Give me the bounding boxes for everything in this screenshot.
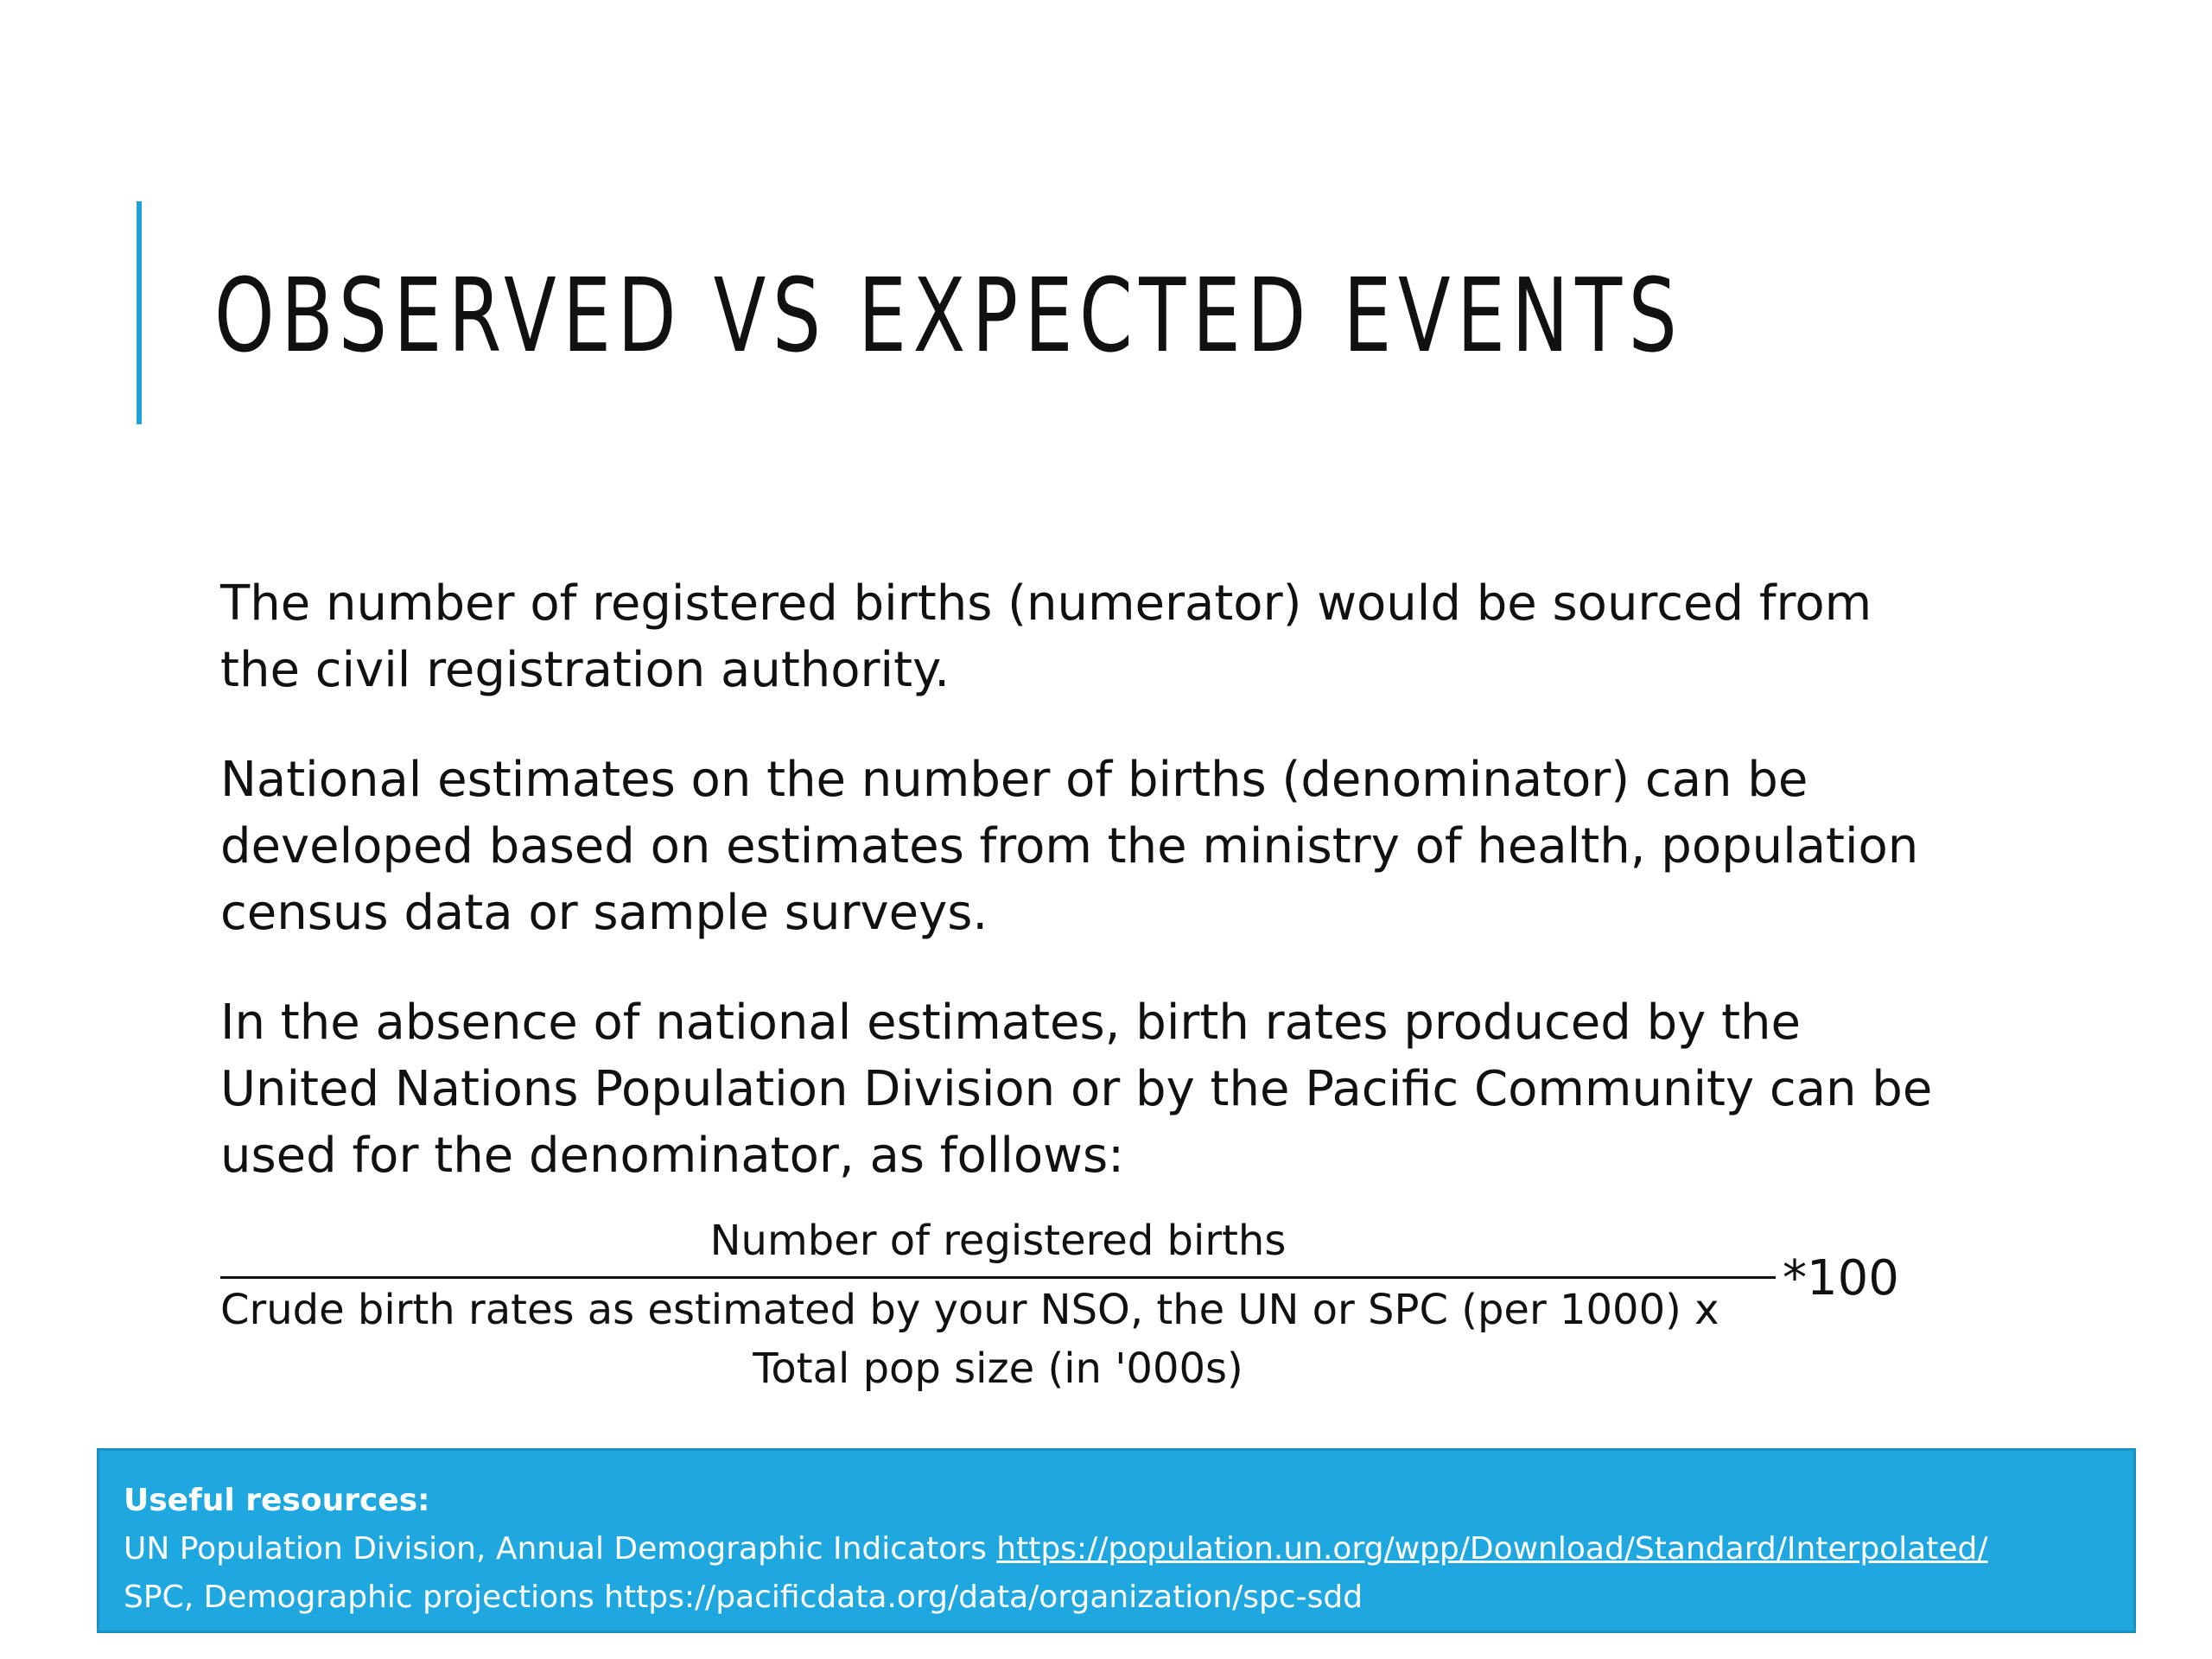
formula-fraction-line bbox=[220, 1276, 1776, 1279]
formula bbox=[220, 1214, 1948, 1404]
resource-label-spc: SPC, Demographic projections bbox=[124, 1580, 594, 1615]
resource-link-spc: https://pacificdata.org/data/organization/spc-sdd bbox=[604, 1580, 1363, 1615]
resource-link-un[interactable]: https://population.un.org/wpp/Download/Standard/Interpolated/ bbox=[996, 1531, 1988, 1567]
formula-numerator: Number of registered births bbox=[709, 1217, 1287, 1265]
useful-resources-box bbox=[97, 1448, 2136, 1633]
paragraph-denominator-source: National estimates on the number of births (denominator) can be developed based on estimates from the ministry of health, population census data or sample surveys. bbox=[220, 752, 1919, 941]
slide-title: OBSERVED VS EXPECTED EVENTS bbox=[214, 256, 1684, 375]
formula-denominator-line-2: Total pop size (in '000s) bbox=[753, 1344, 1243, 1393]
paragraph-absence-estimates: In the absence of national estimates, birth rates produced by the United Nations Population Division or by the Pacific Community can be used for the denominator, as follows: bbox=[220, 995, 1933, 1184]
paragraph-numerator-source: The number of registered births (numerator) would be sourced from the civil registration authority. bbox=[220, 575, 1872, 698]
resource-item-spc bbox=[124, 1573, 2109, 1622]
title-accent-bar bbox=[137, 201, 142, 424]
formula-denominator-line-1: Crude birth rates as estimated by your NSO, the UN or SPC (per 1000) x bbox=[220, 1286, 1719, 1334]
resource-label-un: UN Population Division, Annual Demographic Indicators bbox=[124, 1531, 987, 1567]
body-text bbox=[220, 570, 1948, 1232]
resources-heading: Useful resources: bbox=[124, 1483, 430, 1518]
resource-item-un bbox=[124, 1525, 2109, 1573]
formula-multiplier: *100 bbox=[1783, 1250, 1899, 1306]
